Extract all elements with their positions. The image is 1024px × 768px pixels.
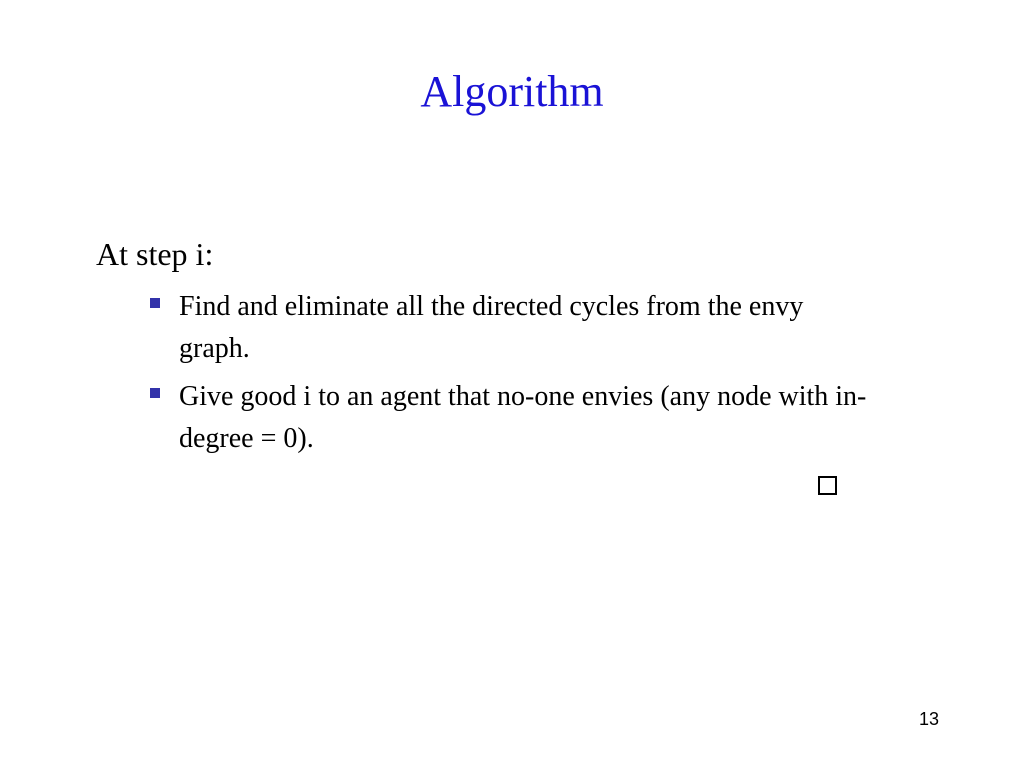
square-bullet-icon [150, 388, 160, 398]
qed-box-icon [818, 476, 837, 495]
intro-text: At step i: [96, 236, 214, 272]
bullet-text: Give good i to an agent that no-one envies (any node with in-degree = 0). [179, 381, 867, 454]
square-bullet-icon [150, 298, 160, 308]
bullet-item [148, 376, 868, 460]
slide-title: Algorithm [420, 67, 604, 116]
bullet-item [148, 286, 868, 370]
bullet-list [148, 286, 868, 466]
bullet-text: Find and eliminate all the directed cycles from the envy graph. [179, 291, 804, 364]
page-number: 13 [918, 709, 939, 729]
